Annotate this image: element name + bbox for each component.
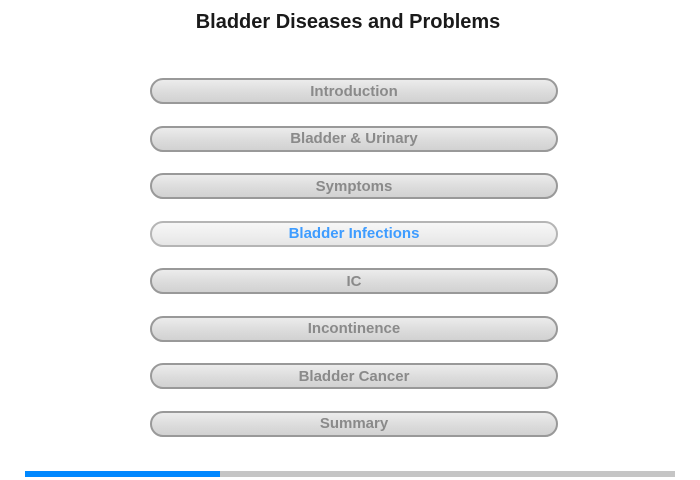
- menu-button-bladder-urinary[interactable]: Bladder & Urinary: [150, 126, 558, 152]
- menu-button-introduction[interactable]: Introduction: [150, 78, 558, 104]
- progress-fill: [25, 471, 220, 477]
- menu-button-summary[interactable]: Summary: [150, 411, 558, 437]
- menu-button-bladder-infections[interactable]: Bladder Infections: [150, 221, 558, 247]
- page-title: Bladder Diseases and Problems: [195, 11, 501, 33]
- menu-button-symptoms[interactable]: Symptoms: [150, 173, 558, 199]
- topic-menu: [150, 78, 558, 437]
- menu-button-ic[interactable]: IC: [150, 268, 558, 294]
- menu-button-bladder-cancer[interactable]: Bladder Cancer: [150, 363, 558, 389]
- progress-bar[interactable]: [25, 471, 675, 477]
- menu-button-incontinence[interactable]: Incontinence: [150, 316, 558, 342]
